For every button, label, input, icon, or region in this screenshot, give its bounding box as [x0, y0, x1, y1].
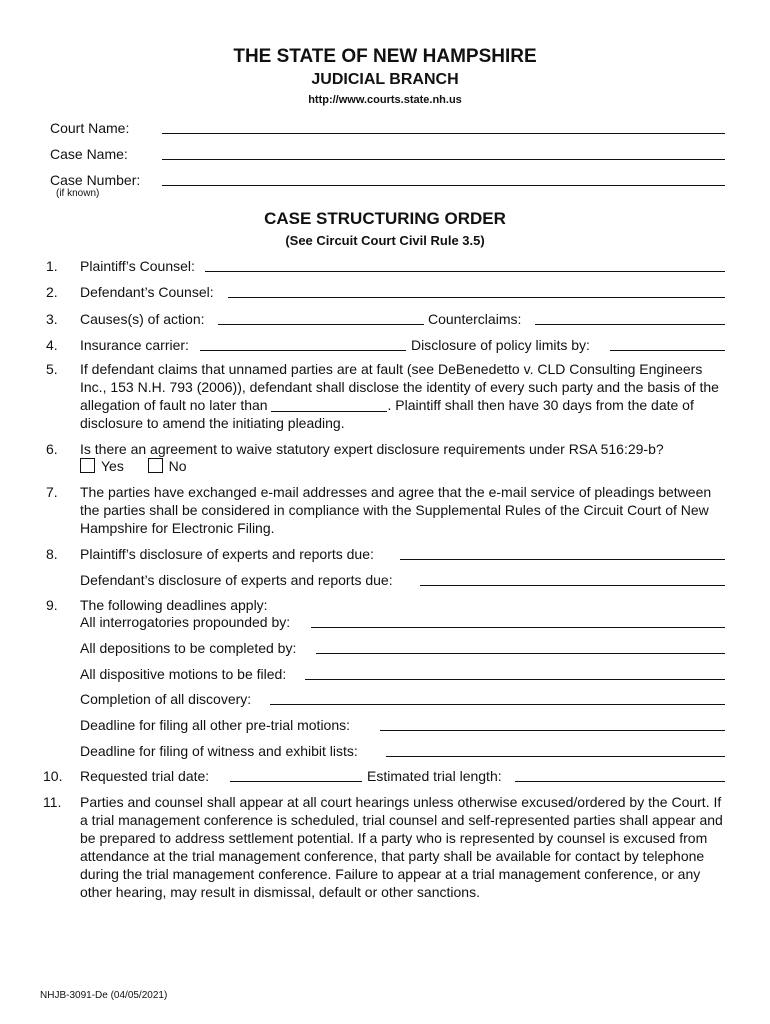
pretrial-motions-field[interactable]	[380, 730, 725, 731]
discovery-completion-label: Completion of all discovery:	[80, 691, 252, 707]
expert-waiver-question: Is there an agreement to waive statutory expert disclosure requirements under RSA 516:29-b?	[80, 441, 664, 457]
case-number-field[interactable]	[162, 185, 725, 186]
witness-exhibit-field[interactable]	[386, 756, 725, 757]
depositions-label: All depositions to be completed by:	[80, 640, 297, 656]
case-number-label: Case Number:	[50, 172, 141, 188]
counterclaims-label: Counterclaims:	[428, 311, 522, 327]
email-service-paragraph: The parties have exchanged e-mail addresses and agree that the e-mail service of pleadings between the parties shall be considered in compliance with the Supplemental Rules of the Circuit Court of New Hampshire for Electronic Filing.	[80, 484, 712, 536]
trial-length-label: Estimated trial length:	[367, 768, 502, 784]
fault-disclosure-date-field[interactable]	[271, 398, 387, 412]
trial-date-field[interactable]	[230, 781, 362, 782]
plaintiff-experts-label: Plaintiff’s disclosure of experts and reports due:	[80, 546, 374, 562]
case-name-label: Case Name:	[50, 146, 128, 162]
pretrial-motions-label: Deadline for filing all other pre-trial motions:	[80, 717, 351, 733]
insurance-carrier-label: Insurance carrier:	[80, 337, 189, 353]
order-subtitle: (See Circuit Court Civil Rule 3.5)	[285, 233, 485, 248]
if-known-note: (if known)	[56, 188, 100, 199]
plaintiff-counsel-label: Plaintiff’s Counsel:	[80, 258, 195, 274]
branch-heading: JUDICIAL BRANCH	[311, 71, 459, 88]
yes-checkbox[interactable]	[80, 458, 95, 473]
item-number: 8.	[46, 546, 58, 562]
court-name-field[interactable]	[162, 133, 725, 134]
item-number: 1.	[46, 258, 58, 274]
defendant-experts-field[interactable]	[420, 585, 725, 586]
item-number: 9.	[46, 597, 58, 613]
no-label: No	[168, 458, 187, 474]
item-number: 11.	[43, 794, 62, 810]
unnamed-parties-paragraph	[80, 360, 730, 432]
item-number: 6.	[46, 441, 58, 457]
plaintiff-counsel-field[interactable]	[205, 271, 725, 272]
interrogatories-field[interactable]	[311, 627, 725, 628]
counterclaims-field[interactable]	[535, 324, 725, 325]
defendant-counsel-label: Defendant’s Counsel:	[80, 284, 214, 300]
item-number: 5.	[46, 361, 58, 377]
item-number: 4.	[46, 337, 58, 353]
insurance-carrier-field[interactable]	[200, 350, 406, 351]
item-number: 3.	[46, 311, 58, 327]
case-name-field[interactable]	[162, 159, 725, 160]
trial-date-label: Requested trial date:	[80, 768, 210, 784]
court-name-label: Court Name:	[50, 120, 130, 136]
state-heading: THE STATE OF NEW HAMPSHIRE	[233, 46, 537, 67]
item-number: 10.	[43, 768, 63, 784]
paragraph-text: If defendant claims that unnamed parties are at fault (see DeBenedetto v. CLD Consulting Engineers Inc., 153 N.H. 793 (2006)), defendant shall disclose the identity of every such party and the basis of the allegation of fault no later than	[80, 361, 719, 413]
paragraph-text: . Plaintiff shall then have 30 days from the date of disclosure to amend the initiating pleading.	[80, 397, 694, 431]
waiver-options	[80, 457, 187, 475]
appearance-paragraph: Parties and counsel shall appear at all court hearings unless otherwise excused/ordered by the Court. If a trial management conference is scheduled, trial counsel and self-represented parties shall appear and be prepared to address settlement potential. If a party who is represented by counsel is excused from attendance at the trial management conference, that party shall be available for contact by telephone during the trial management conference. Failure to appear at a trial management conference, or any other hearing, may result in dismissal, default or other sanctions.	[80, 794, 723, 900]
defendant-counsel-field[interactable]	[228, 297, 725, 298]
policy-limits-field[interactable]	[610, 350, 725, 351]
trial-length-field[interactable]	[515, 781, 725, 782]
deadlines-heading: The following deadlines apply:	[80, 597, 268, 613]
witness-exhibit-label: Deadline for filing of witness and exhibit lists:	[80, 743, 358, 759]
defendant-experts-label: Defendant’s disclosure of experts and reports due:	[80, 572, 393, 588]
yes-label: Yes	[101, 458, 124, 474]
dispositive-motions-label: All dispositive motions to be filed:	[80, 666, 287, 682]
dispositive-motions-field[interactable]	[305, 679, 725, 680]
court-url: http://www.courts.state.nh.us	[308, 94, 462, 106]
item-number: 2.	[46, 284, 58, 300]
plaintiff-experts-field[interactable]	[400, 559, 725, 560]
no-checkbox[interactable]	[148, 458, 163, 473]
causes-of-action-label: Causes(s) of action:	[80, 311, 205, 327]
causes-of-action-field[interactable]	[218, 324, 424, 325]
form-number: NHJB-3091-De (04/05/2021)	[40, 990, 168, 1001]
interrogatories-label: All interrogatories propounded by:	[80, 614, 291, 630]
item-number: 7.	[46, 484, 58, 500]
order-title: CASE STRUCTURING ORDER	[264, 209, 506, 228]
policy-limits-label: Disclosure of policy limits by:	[411, 337, 590, 353]
depositions-field[interactable]	[316, 653, 725, 654]
discovery-completion-field[interactable]	[270, 704, 725, 705]
